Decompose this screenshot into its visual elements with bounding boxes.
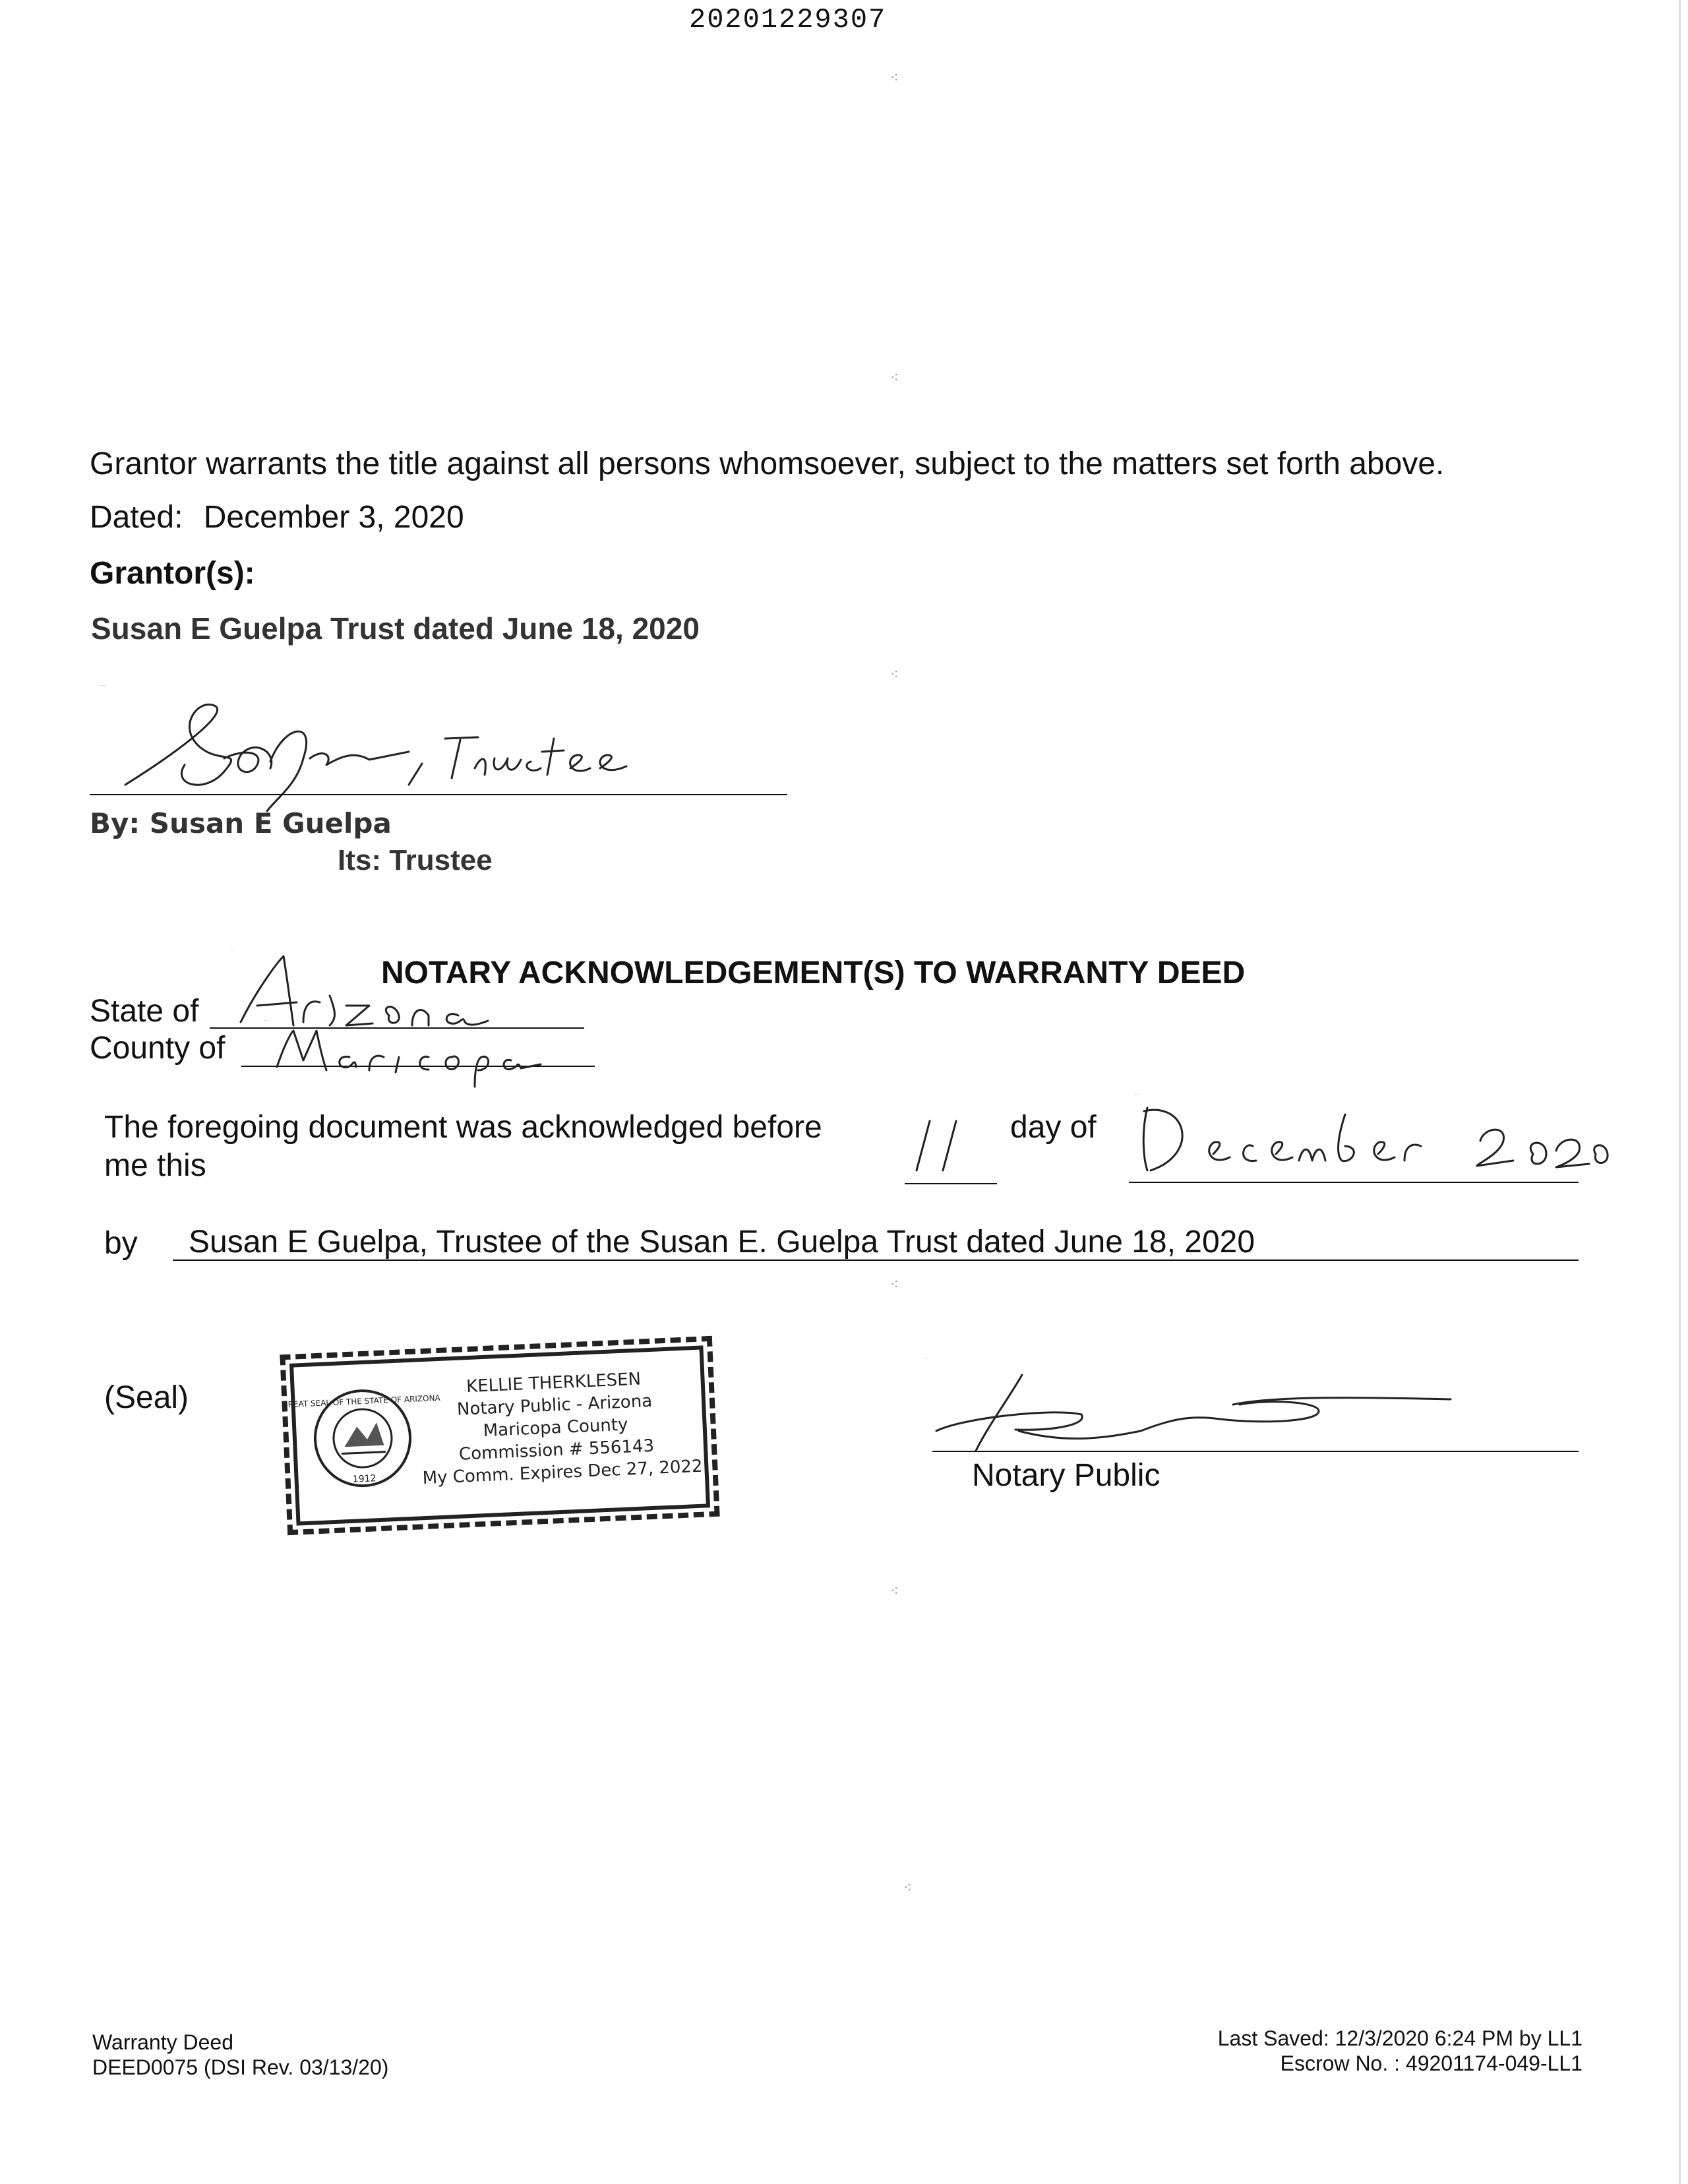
page-edge [1679,0,1681,2184]
footer-right [1218,2026,1582,2076]
month-year-line [1129,1182,1579,1183]
footer-doc-type: Warranty Deed [92,2030,233,2054]
notary-signature-line [932,1451,1579,1452]
acknowledged-line1: The foregoing document was acknowledged before [104,1110,822,1145]
svg-text:1912: 1912 [352,1473,377,1485]
footer-left [92,2030,388,2080]
acknowledged-line2: me this [104,1148,206,1183]
svg-text:GREAT SEAL OF THE STATE OF ARI: GREAT SEAL OF THE STATE OF ARIZONA [282,1393,441,1410]
footer-doc-code: DEED0075 (DSI Rev. 03/13/20) [92,2055,389,2079]
by-line-rule [173,1259,1579,1261]
scan-speck: ⁖ [890,1276,899,1292]
footer-escrow-number: Escrow No. : 49201174-049-LL1 [1280,2051,1582,2075]
scan-speck: ⁖ [890,69,899,86]
stamp-line5: My Comm. Expires Dec 27, 2022 [422,1456,704,1489]
by-value: Susan E Guelpa, Trustee of the Susan E. Guelpa Trust dated June 18, 2020 [189,1225,1255,1259]
by-label: by [104,1226,138,1261]
scan-speck: ⁖ [903,1879,912,1896]
grantor-signature-line [90,794,787,795]
dated-value: December 3, 2020 [203,500,464,535]
trust-name: Susan E Guelpa Trust dated June 18, 2020 [91,611,700,646]
state-label: State of [90,994,199,1029]
day-line [905,1183,997,1184]
scan-speck: ⁖ [890,369,899,386]
notary-stamp [280,1336,719,1535]
month-year-handwritten [1134,1095,1609,1180]
stamp-line3: Maricopa County [483,1414,629,1441]
scan-speck: ⁖ [890,666,899,682]
state-seal-icon [282,1385,441,1492]
grantor-signature [99,686,692,818]
stamp-line4: Commission # 556143 [458,1436,655,1465]
day-of-label: day of [1010,1110,1097,1145]
footer-last-saved: Last Saved: 12/3/2020 6:24 PM by LL1 [1217,2026,1582,2050]
grantors-label: Grantor(s): [90,556,255,591]
record-number: 20201229307 [689,4,887,36]
notary-signature [923,1358,1477,1464]
stamp-name: KELLIE THERKLESEN [466,1369,642,1397]
day-handwritten [897,1108,989,1180]
dated-label: Dated: [90,500,183,535]
warranty-statement: Grantor warrants the title against all persons whomsoever, subject to the matters set forth above. [90,446,1445,481]
by-line: By: Susan E Guelpa [90,807,392,839]
notary-public-label: Notary Public [972,1458,1160,1493]
county-handwritten [264,1021,593,1093]
stamp-line2: Notary Public - Arizona [456,1391,653,1420]
seal-label: (Seal) [104,1380,189,1415]
its-line: Its: Trustee [338,844,493,876]
dated-line [90,499,464,535]
notary-title: NOTARY ACKNOWLEDGEMENT(S) TO WARRANTY DEED [381,956,1246,990]
scan-speck: ⁖ [890,1583,899,1599]
svg-text:Notary Public: Notary Public [923,1358,928,1359]
county-label: County of [90,1031,226,1066]
